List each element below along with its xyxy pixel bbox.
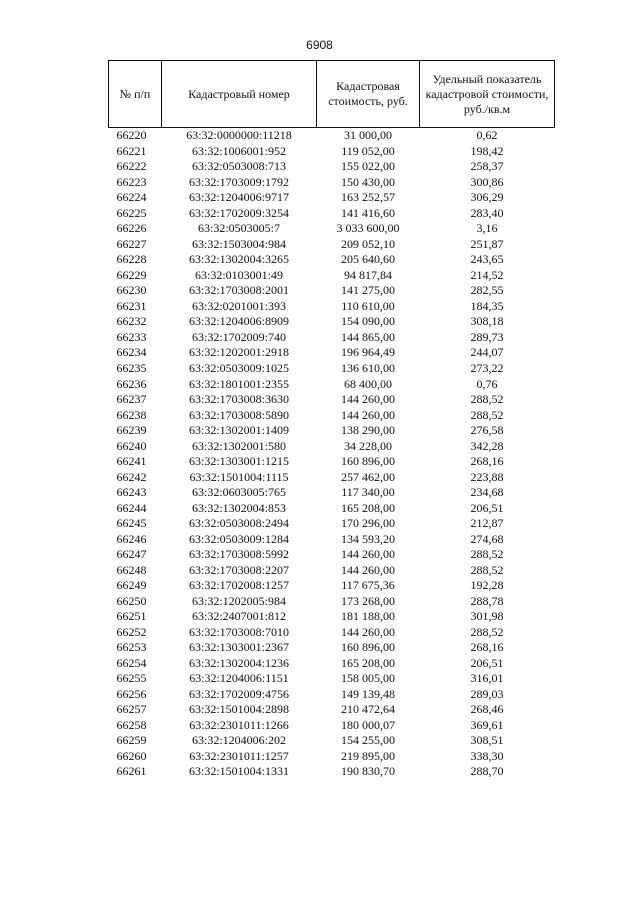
cell-specific-indicator: 306,29 — [470, 190, 504, 205]
cell-cadastral-cost: 190 830,70 — [341, 764, 395, 779]
cell-num: 66257 — [116, 702, 147, 717]
cell-cadastral-cost: 136 610,00 — [341, 360, 395, 375]
cell-num: 66255 — [116, 671, 147, 686]
cell-cadastral-cost: 141 416,60 — [341, 205, 395, 220]
cell-specific-indicator: 288,52 — [470, 392, 504, 407]
cell-cadastral-cost: 117 340,00 — [341, 485, 395, 500]
cell-num: 66242 — [116, 469, 147, 484]
cell-cadastral-cost: 144 260,00 — [341, 624, 395, 639]
table-row — [109, 454, 555, 470]
cell-cadastral-number: 63:32:1703008:3630 — [188, 392, 289, 407]
table-row — [109, 221, 555, 237]
cell-num: 66229 — [116, 267, 147, 282]
cell-cadastral-number: 63:32:0103001:49 — [194, 267, 283, 282]
cell-specific-indicator: 288,70 — [470, 764, 504, 779]
cell-cadastral-number: 63:32:2407001:812 — [191, 609, 286, 624]
cell-cadastral-number: 63:32:0503009:1025 — [188, 360, 289, 375]
cell-cadastral-cost: 165 208,00 — [341, 500, 395, 515]
cell-cadastral-cost: 173 268,00 — [341, 593, 395, 608]
cell-specific-indicator: 289,73 — [470, 329, 504, 344]
cell-cadastral-cost: 180 000,07 — [341, 717, 395, 732]
table-header — [109, 61, 555, 128]
cell-specific-indicator: 206,51 — [470, 500, 504, 515]
cell-cadastral-cost: 144 260,00 — [341, 562, 395, 577]
cell-specific-indicator: 268,16 — [470, 454, 504, 469]
table-row — [109, 687, 555, 703]
table-row — [109, 423, 555, 439]
cell-cadastral-cost: 205 640,60 — [341, 252, 395, 267]
cell-cadastral-cost: 160 896,00 — [341, 454, 395, 469]
cell-cadastral-number: 63:32:1702009:740 — [191, 329, 286, 344]
cell-num: 66254 — [116, 655, 147, 670]
cell-cadastral-number: 63:32:1501004:2898 — [188, 702, 289, 717]
cell-num: 66260 — [116, 748, 147, 763]
cell-cadastral-cost: 154 090,00 — [341, 314, 395, 329]
cell-specific-indicator: 212,87 — [470, 516, 504, 531]
cell-cadastral-number: 63:32:1703008:5890 — [188, 407, 289, 422]
cell-cadastral-number: 63:32:1303001:2367 — [188, 640, 289, 655]
table-row — [109, 237, 555, 253]
cell-num: 66230 — [116, 283, 147, 298]
table-row — [109, 749, 555, 765]
cell-num: 66251 — [116, 609, 147, 624]
cell-specific-indicator: 301,98 — [470, 609, 504, 624]
table-row — [109, 128, 555, 144]
cell-num: 66227 — [116, 236, 147, 251]
table-body — [109, 128, 555, 780]
cell-cadastral-cost: 170 296,00 — [341, 516, 395, 531]
table-row — [109, 718, 555, 734]
table-row — [109, 330, 555, 346]
cell-num: 66235 — [116, 360, 147, 375]
cell-num: 66252 — [116, 624, 147, 639]
cell-cadastral-cost: 144 260,00 — [341, 547, 395, 562]
cell-cadastral-cost: 210 472,64 — [341, 702, 395, 717]
table-row — [109, 206, 555, 222]
cell-num: 66249 — [116, 578, 147, 593]
cell-cadastral-number: 63:32:1302004:1236 — [188, 655, 289, 670]
cell-num: 66228 — [116, 252, 147, 267]
table-row — [109, 500, 555, 516]
cell-num: 66236 — [116, 376, 147, 391]
cell-cadastral-number: 63:32:0503008:713 — [191, 159, 286, 174]
cell-specific-indicator: 192,28 — [470, 578, 504, 593]
cell-cadastral-cost: 209 052,10 — [341, 236, 395, 251]
cell-num: 66241 — [116, 454, 147, 469]
table-row — [109, 485, 555, 501]
cell-num: 66256 — [116, 686, 147, 701]
cell-cadastral-number: 63:32:0603005:765 — [191, 485, 286, 500]
cell-specific-indicator: 288,52 — [470, 547, 504, 562]
cell-cadastral-cost: 196 964,49 — [341, 345, 395, 360]
table-row — [109, 392, 555, 408]
cell-specific-indicator: 244,07 — [470, 345, 504, 360]
table-row — [109, 299, 555, 315]
cell-cadastral-cost: 163 252,57 — [341, 190, 395, 205]
cell-num: 66223 — [116, 174, 147, 189]
table-row — [109, 376, 555, 392]
cell-cadastral-number: 63:32:1703008:5992 — [188, 547, 289, 562]
cell-num: 66233 — [116, 329, 147, 344]
cell-cadastral-cost: 117 675,36 — [341, 578, 395, 593]
cell-specific-indicator: 288,52 — [470, 407, 504, 422]
cell-cadastral-number: 63:32:1703008:2001 — [188, 283, 289, 298]
cell-cadastral-cost: 219 895,00 — [341, 748, 395, 763]
table-row — [109, 609, 555, 625]
cell-specific-indicator: 206,51 — [470, 655, 504, 670]
cell-num: 66239 — [116, 423, 147, 438]
table-row — [109, 671, 555, 687]
header-specific-indicator: Удельный показатель кадастровой стоимости, руб./кв.м — [420, 61, 555, 128]
cell-num: 66245 — [116, 516, 147, 531]
cell-cadastral-cost: 110 610,00 — [341, 298, 395, 313]
cell-specific-indicator: 338,30 — [470, 748, 504, 763]
table-row — [109, 252, 555, 268]
table-row — [109, 469, 555, 485]
table-row — [109, 283, 555, 299]
cell-num: 66232 — [116, 314, 147, 329]
table-row — [109, 159, 555, 175]
table-row — [109, 593, 555, 609]
cell-specific-indicator: 3,16 — [476, 221, 498, 236]
cell-specific-indicator: 300,86 — [470, 174, 504, 189]
cell-cadastral-number: 63:32:0503008:2494 — [188, 516, 289, 531]
cell-specific-indicator: 198,42 — [470, 143, 504, 158]
cell-cadastral-cost: 119 052,00 — [341, 143, 395, 158]
cell-num: 66222 — [116, 159, 147, 174]
table-row — [109, 175, 555, 191]
cadastral-table-container — [108, 60, 554, 780]
cell-specific-indicator: 288,78 — [470, 593, 504, 608]
cell-cadastral-number: 63:32:1702009:3254 — [188, 205, 289, 220]
cell-num: 66261 — [116, 764, 147, 779]
cell-cadastral-cost: 165 208,00 — [341, 655, 395, 670]
cell-cadastral-number: 63:32:1702009:4756 — [188, 686, 289, 701]
page-number: 6908 — [306, 38, 333, 52]
cell-cadastral-cost: 155 022,00 — [341, 159, 395, 174]
cell-cadastral-number: 63:32:1204006:202 — [191, 733, 286, 748]
cell-cadastral-cost: 150 430,00 — [341, 174, 395, 189]
table-row — [109, 702, 555, 718]
cell-specific-indicator: 288,52 — [470, 562, 504, 577]
cell-specific-indicator: 0,76 — [476, 376, 498, 391]
cell-cadastral-number: 63:32:1302004:853 — [191, 500, 286, 515]
cell-cadastral-number: 63:32:1302001:580 — [191, 438, 286, 453]
header-num: № п/п — [109, 61, 162, 128]
cell-num: 66246 — [116, 531, 147, 546]
header-row — [109, 61, 555, 128]
cell-num: 66259 — [116, 733, 147, 748]
cell-num: 66224 — [116, 190, 147, 205]
cell-cadastral-number: 63:32:1204006:8909 — [188, 314, 289, 329]
table-row — [109, 345, 555, 361]
table-row — [109, 190, 555, 206]
cell-cadastral-number: 63:32:1302004:3265 — [188, 252, 289, 267]
table-row — [109, 407, 555, 423]
table-row — [109, 361, 555, 377]
table-row — [109, 656, 555, 672]
table-row — [109, 625, 555, 641]
cell-num: 66258 — [116, 717, 147, 732]
cell-num: 66244 — [116, 500, 147, 515]
cell-cadastral-number: 63:32:0503009:1284 — [188, 531, 289, 546]
cell-num: 66253 — [116, 640, 147, 655]
cell-specific-indicator: 268,46 — [470, 702, 504, 717]
cell-specific-indicator: 316,01 — [470, 671, 504, 686]
cell-cadastral-cost: 144 865,00 — [341, 329, 395, 344]
table-row — [109, 733, 555, 749]
table-row — [109, 516, 555, 532]
cell-specific-indicator: 342,28 — [470, 438, 504, 453]
cell-num: 66220 — [116, 128, 147, 143]
header-cadastral-number: Кадастровый номер — [162, 61, 317, 128]
cell-cadastral-number: 63:32:1202001:2918 — [188, 345, 289, 360]
cell-specific-indicator: 0,62 — [476, 128, 498, 143]
cell-cadastral-number: 63:32:1703008:7010 — [188, 624, 289, 639]
cell-num: 66238 — [116, 407, 147, 422]
cell-cadastral-cost: 31 000,00 — [344, 128, 392, 143]
cell-specific-indicator: 234,68 — [470, 485, 504, 500]
cell-cadastral-number: 63:32:1703009:1792 — [188, 174, 289, 189]
cell-specific-indicator: 308,18 — [470, 314, 504, 329]
cell-cadastral-cost: 3 033 600,00 — [336, 221, 400, 236]
cell-cadastral-cost: 257 462,00 — [341, 469, 395, 484]
cell-cadastral-number: 63:32:1204006:9717 — [188, 190, 289, 205]
cell-cadastral-number: 63:32:1703008:2207 — [188, 562, 289, 577]
table-row — [109, 531, 555, 547]
cell-specific-indicator: 268,16 — [470, 640, 504, 655]
cell-specific-indicator: 214,52 — [470, 267, 504, 282]
cell-cadastral-number: 63:32:0503005:7 — [197, 221, 280, 236]
cell-cadastral-cost: 68 400,00 — [344, 376, 392, 391]
cell-cadastral-cost: 138 290,00 — [341, 423, 395, 438]
cell-cadastral-cost: 141 275,00 — [341, 283, 395, 298]
cell-cadastral-cost: 154 255,00 — [341, 733, 395, 748]
cell-num: 66240 — [116, 438, 147, 453]
table-row — [109, 438, 555, 454]
header-cadastral-cost: Кадастровая стоимость, руб. — [317, 61, 420, 128]
cell-specific-indicator: 184,35 — [470, 298, 504, 313]
cell-specific-indicator: 223,88 — [470, 469, 504, 484]
cell-specific-indicator: 308,51 — [470, 733, 504, 748]
cell-num: 66234 — [116, 345, 147, 360]
cell-cadastral-number: 63:32:2301011:1266 — [189, 717, 289, 732]
cell-specific-indicator: 282,55 — [470, 283, 504, 298]
cell-cadastral-cost: 144 260,00 — [341, 407, 395, 422]
cell-num: 66250 — [116, 593, 147, 608]
table-row — [109, 640, 555, 656]
cell-specific-indicator: 369,61 — [470, 717, 504, 732]
cell-cadastral-number: 63:32:1204006:1151 — [189, 671, 289, 686]
cell-num: 66231 — [116, 298, 147, 313]
table-row — [109, 562, 555, 578]
cell-specific-indicator: 251,87 — [470, 236, 504, 251]
cell-cadastral-number: 63:32:1702008:1257 — [188, 578, 289, 593]
cell-num: 66225 — [116, 205, 147, 220]
cell-specific-indicator: 243,65 — [470, 252, 504, 267]
cell-cadastral-number: 63:32:1503004:984 — [191, 236, 286, 251]
cell-cadastral-number: 63:32:0201001:393 — [191, 298, 286, 313]
table-row — [109, 578, 555, 594]
cell-cadastral-cost: 181 188,00 — [341, 609, 395, 624]
cell-cadastral-number: 63:32:1202005:984 — [191, 593, 286, 608]
cell-cadastral-cost: 158 005,00 — [341, 671, 395, 686]
cell-cadastral-cost: 34 228,00 — [344, 438, 392, 453]
cell-num: 66243 — [116, 485, 147, 500]
cell-num: 66221 — [116, 143, 147, 158]
table-row — [109, 764, 555, 780]
cell-cadastral-cost: 149 139,48 — [341, 686, 395, 701]
cell-specific-indicator: 289,03 — [470, 686, 504, 701]
cell-cadastral-number: 63:32:2301011:1257 — [189, 748, 289, 763]
cell-cadastral-number: 63:32:1801001:2355 — [188, 376, 289, 391]
cell-cadastral-cost: 160 896,00 — [341, 640, 395, 655]
cell-num: 66237 — [116, 392, 147, 407]
table-row — [109, 314, 555, 330]
table-row — [109, 144, 555, 160]
cell-num: 66226 — [116, 221, 147, 236]
cell-specific-indicator: 273,22 — [470, 360, 504, 375]
cell-num: 66248 — [116, 562, 147, 577]
cell-specific-indicator: 288,52 — [470, 624, 504, 639]
cell-cadastral-number: 63:32:1303001:1215 — [188, 454, 289, 469]
table-row — [109, 547, 555, 563]
cell-cadastral-cost: 134 593,20 — [341, 531, 395, 546]
cell-cadastral-number: 63:32:1006001:952 — [191, 143, 286, 158]
cell-specific-indicator: 274,68 — [470, 531, 504, 546]
table-row — [109, 268, 555, 284]
cell-cadastral-number: 63:32:1501004:1331 — [188, 764, 289, 779]
cell-cadastral-cost: 94 817,84 — [344, 267, 392, 282]
cell-cadastral-cost: 144 260,00 — [341, 392, 395, 407]
cadastral-table — [108, 60, 555, 780]
cell-specific-indicator: 276,58 — [470, 423, 504, 438]
cell-cadastral-number: 63:32:1302001:1409 — [188, 423, 289, 438]
cell-specific-indicator: 258,37 — [470, 159, 504, 174]
cell-specific-indicator: 283,40 — [470, 205, 504, 220]
cell-cadastral-number: 63:32:1501004:1115 — [189, 469, 289, 484]
cell-num: 66247 — [116, 547, 147, 562]
cell-cadastral-number: 63:32:0000000:11218 — [186, 128, 292, 143]
